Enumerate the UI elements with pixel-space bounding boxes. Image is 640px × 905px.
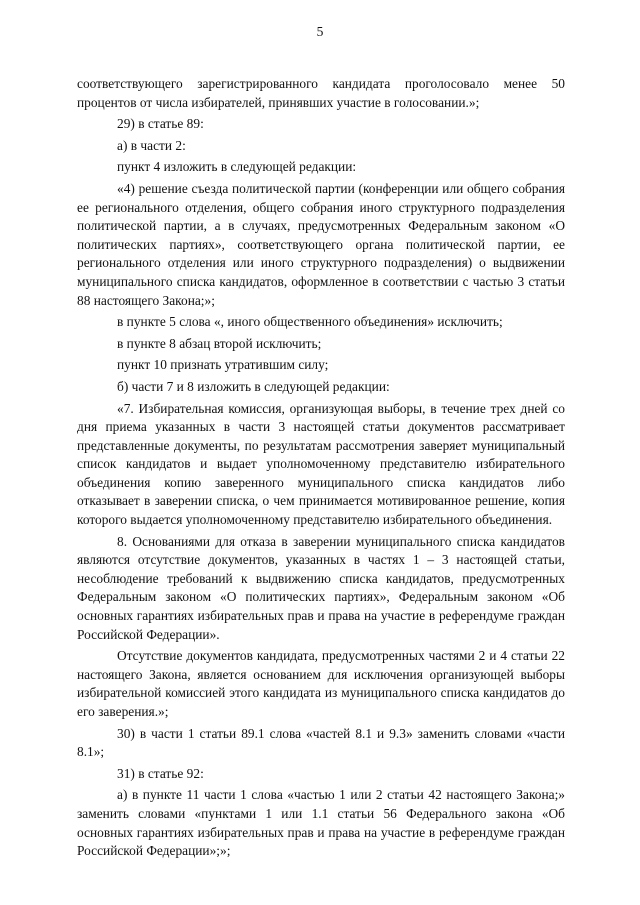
paragraph: пункт 10 признать утратившим силу;	[117, 357, 329, 373]
paragraph: в пункте 5 слова «, иного общественного объединения» исключить;	[117, 314, 503, 330]
paragraph-item-30: 30) в части 1 статьи 89.1 слова «частей 8.1 и 9.3» заменить словами «части 8.1»;	[77, 725, 565, 760]
paragraph-continuation: соответствующего зарегистрированного кандидата проголосовало менее 50 процентов от числа избирателей, принявших участие в голосовании.»;	[77, 76, 565, 110]
page-number: 5	[316, 24, 324, 39]
paragraph-item-31: 31) в статье 92:	[117, 765, 204, 781]
paragraph: в пункте 8 абзац второй исключить;	[117, 335, 322, 351]
paragraph-quoted-part-7: «7. Избирательная комиссия, организующая выборы, в течение трех дней со дня приема указанных в части 3 настоящей статьи документов рассматривает представленные документы, по результатам рассмотрения заверяет муниципальный список кандидатов и выдает уполномоченному представителю избирательного объединения копию заверенного муниципального списка кандидатов либо отказывает в заверении списка, о чем принимается мотивированное решение, копия которого выдается уполномоченному представителю избирательного объединения.	[77, 400, 565, 528]
document-body	[77, 75, 565, 864]
paragraph-subitem-a: а) в пункте 11 части 1 слова «частью 1 или 2 статьи 42 настоящего Закона;» заменить словами «пунктами 1 или 1.1 статьи 56 Федерального закона «Об основных гарантиях избирательных прав и права на участие в референдуме граждан Российской Федерации»;»;	[77, 787, 565, 859]
paragraph: Отсутствие документов кандидата, предусмотренных частями 2 и 4 статьи 22 настоящего Закона, является основанием для исключения организующей выборы избирательной комиссией этого кандидата из муниципального списка кандидатов до его заверения.»;	[77, 648, 565, 719]
paragraph-quoted-point-4: «4) решение съезда политической партии (конференции или общего собрания ее регионального отделения, общего собрания иного структурного подразделения политической партии, а в случаях, предусмотренных Федеральным законом «О политических партиях», соответствующего органа политической партии, ее регионального отделения или иного структурного подразделения) о выдвижении муниципального списка кандидатов, оформленное в соответствии с частью 3 статьи 88 настоящего Закона;»;	[77, 180, 565, 308]
paragraph-item-29: 29) в статье 89:	[117, 116, 204, 132]
paragraph: пункт 4 изложить в следующей редакции:	[117, 159, 357, 175]
paragraph-subitem-b: б) части 7 и 8 изложить в следующей редакции:	[117, 378, 390, 394]
paragraph-quoted-part-8: 8. Основаниями для отказа в заверении муниципального списка кандидатов являются отсутствие документов, указанных в частях 1 – 3 настоящей статьи, несоблюдение требований к выдвижению списка кандидатов, предусмотренных Федеральным законом «О политических партиях», Федеральным законом «Об основных гарантиях избирательных прав и права на участие в референдуме граждан Российской Федерации».	[77, 533, 565, 642]
paragraph-subitem-a: а) в части 2:	[117, 137, 186, 153]
